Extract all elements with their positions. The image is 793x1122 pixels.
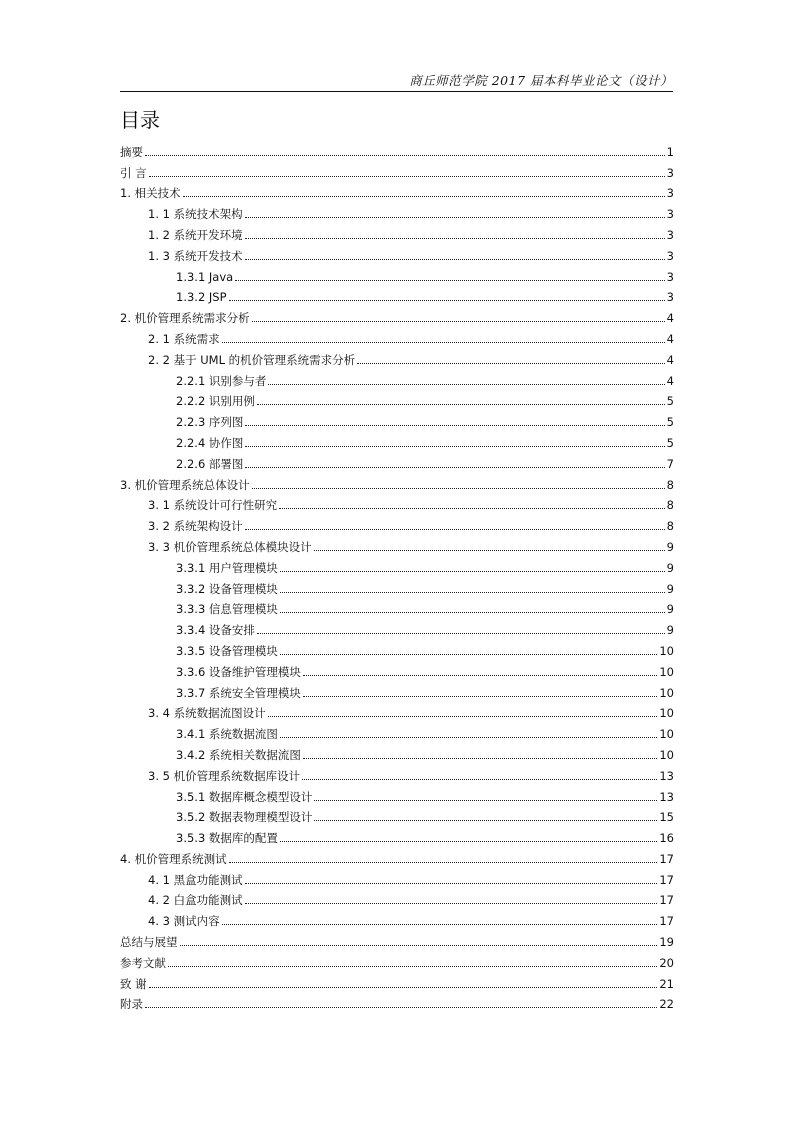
toc-entry-page-number: 3 xyxy=(666,227,674,242)
toc-entry-page-number: 22 xyxy=(659,997,674,1012)
toc-entry-page-number: 17 xyxy=(659,872,674,887)
toc-entry-label: 3. 1 系统设计可行性研究 xyxy=(148,498,278,513)
toc-entry-label: 3.4.1 系统数据流图 xyxy=(176,727,278,742)
toc-dot-leader xyxy=(145,155,665,156)
toc-entry-label: 4. 2 白盒功能测试 xyxy=(148,893,243,908)
toc-entry[interactable] xyxy=(120,783,674,804)
toc-entry-label: 2. 机价管理系统需求分析 xyxy=(120,311,250,326)
toc-title: 目录 xyxy=(120,108,160,132)
toc-entry-label: 4. 3 测试内容 xyxy=(148,914,220,929)
toc-dot-leader xyxy=(183,196,665,197)
toc-entry-label: 2.2.6 部署图 xyxy=(176,456,244,471)
toc-entry-label: 1.3.2 JSP xyxy=(176,290,227,305)
toc-entry-page-number: 9 xyxy=(666,623,674,638)
toc-entry-page-number: 15 xyxy=(659,810,674,825)
toc-entry[interactable] xyxy=(120,949,674,970)
toc-entry[interactable] xyxy=(120,845,674,866)
toc-entry-label: 4. 机价管理系统测试 xyxy=(120,851,227,866)
toc-entry-label: 1. 2 系统开发环境 xyxy=(148,227,243,242)
toc-dot-leader xyxy=(303,696,657,697)
toc-dot-leader xyxy=(149,176,665,177)
toc-entry[interactable] xyxy=(120,970,674,991)
toc-entry[interactable] xyxy=(120,991,674,1012)
toc-entry[interactable] xyxy=(120,741,674,762)
toc-entry[interactable] xyxy=(120,263,674,284)
toc-entry-label: 2.2.1 识别参与者 xyxy=(176,373,267,388)
toc-dot-leader xyxy=(229,862,658,863)
toc-entry[interactable] xyxy=(120,429,674,450)
toc-dot-leader xyxy=(180,945,658,946)
toc-entry-label: 3.3.5 设备管理模块 xyxy=(176,643,278,658)
toc-entry-label: 2. 1 系统需求 xyxy=(148,331,220,346)
toc-entry-label: 3. 4 系统数据流图设计 xyxy=(148,706,266,721)
toc-entry-label: 4. 1 黑盒功能测试 xyxy=(148,872,243,887)
toc-entry-label: 3. 机价管理系统总体设计 xyxy=(120,477,250,492)
toc-entry-page-number: 19 xyxy=(659,935,674,950)
toc-entry-page-number: 8 xyxy=(666,477,674,492)
toc-dot-leader xyxy=(303,758,657,759)
toc-dot-leader xyxy=(314,800,657,801)
toc-dot-leader xyxy=(245,467,664,468)
toc-entry-label: 1. 相关技术 xyxy=(120,186,181,201)
toc-dot-leader xyxy=(149,987,658,988)
toc-entry-label: 2.2.4 协作图 xyxy=(176,435,244,450)
toc-dot-leader xyxy=(245,217,665,218)
toc-entry[interactable] xyxy=(120,159,674,180)
toc-dot-leader xyxy=(314,820,657,821)
toc-dot-leader xyxy=(245,425,664,426)
toc-entry[interactable] xyxy=(120,367,674,388)
toc-entry-page-number: 8 xyxy=(666,519,674,534)
toc-dot-leader xyxy=(357,363,665,364)
toc-dot-leader xyxy=(222,342,665,343)
toc-dot-leader xyxy=(280,737,657,738)
toc-entry[interactable] xyxy=(120,616,674,637)
toc-entry-page-number: 3 xyxy=(666,290,674,305)
toc-dot-leader xyxy=(168,966,657,967)
toc-entry-page-number: 3 xyxy=(666,165,674,180)
toc-entry[interactable] xyxy=(120,679,674,700)
toc-entry-label: 致 谢 xyxy=(120,976,147,991)
toc-entry-page-number: 20 xyxy=(659,955,674,970)
toc-entry-label: 参考文献 xyxy=(120,955,166,970)
toc-entry[interactable] xyxy=(120,512,674,533)
toc-entry[interactable] xyxy=(120,346,674,367)
toc-entry[interactable] xyxy=(120,200,674,221)
toc-entry[interactable] xyxy=(120,221,674,242)
toc-dot-leader xyxy=(245,883,658,884)
toc-entry-label: 3.3.7 系统安全管理模块 xyxy=(176,685,301,700)
toc-dot-leader xyxy=(279,508,665,509)
toc-entry-label: 3.5.2 数据表物理模型设计 xyxy=(176,810,313,825)
toc-entry-page-number: 4 xyxy=(666,331,674,346)
toc-dot-leader xyxy=(280,571,665,572)
toc-entry-label: 3.3.3 信息管理模块 xyxy=(176,602,278,617)
toc-entry-page-number: 5 xyxy=(666,435,674,450)
toc-dot-leader xyxy=(268,384,664,385)
toc-entry-label: 3. 5 机价管理系统数据库设计 xyxy=(148,768,301,783)
toc-entry-page-number: 4 xyxy=(666,373,674,388)
toc-entry-label: 3.4.2 系统相关数据流图 xyxy=(176,747,301,762)
toc-entry-page-number: 10 xyxy=(659,643,674,658)
toc-entry[interactable] xyxy=(120,700,674,721)
toc-dot-leader xyxy=(268,716,658,717)
toc-dot-leader xyxy=(252,488,665,489)
page-header-text: 商丘师范学院 2017 届本科毕业论文（设计） xyxy=(409,73,673,88)
toc-entry-page-number: 17 xyxy=(659,893,674,908)
toc-entry-page-number: 10 xyxy=(659,685,674,700)
toc-entry-label: 3. 2 系统架构设计 xyxy=(148,519,243,534)
toc-entry[interactable] xyxy=(120,596,674,617)
toc-entry-page-number: 10 xyxy=(659,664,674,679)
toc-entry-page-number: 5 xyxy=(666,394,674,409)
toc-dot-leader xyxy=(245,529,665,530)
toc-entry-page-number: 10 xyxy=(659,727,674,742)
toc-entry[interactable] xyxy=(120,866,674,887)
toc-entry[interactable] xyxy=(120,284,674,305)
toc-entry-page-number: 9 xyxy=(666,581,674,596)
toc-entry[interactable] xyxy=(120,720,674,741)
toc-entry-label: 1. 3 系统开发技术 xyxy=(148,248,243,263)
toc-entry[interactable] xyxy=(120,450,674,471)
toc-dot-leader xyxy=(252,321,665,322)
toc-entry-label: 3.3.6 设备维护管理模块 xyxy=(176,664,301,679)
toc-dot-leader xyxy=(314,550,665,551)
toc-dot-leader xyxy=(145,1007,657,1008)
toc-dot-leader xyxy=(280,612,665,613)
toc-entry[interactable] xyxy=(120,533,674,554)
toc-entry-page-number: 1 xyxy=(666,144,674,159)
toc-entry[interactable] xyxy=(120,408,674,429)
toc-entry-page-number: 13 xyxy=(659,789,674,804)
toc-entry-label: 3.5.3 数据库的配置 xyxy=(176,831,278,846)
toc-dot-leader xyxy=(245,259,665,260)
toc-entry-page-number: 17 xyxy=(659,914,674,929)
toc-entry[interactable] xyxy=(120,928,674,949)
toc-dot-leader xyxy=(245,238,665,239)
toc-entry[interactable] xyxy=(120,907,674,928)
toc-entry-label: 2. 2 基于 UML 的机价管理系统需求分析 xyxy=(148,352,356,367)
toc-entry-page-number: 9 xyxy=(666,560,674,575)
toc-dot-leader xyxy=(280,654,657,655)
toc-entry-label: 3.3.1 用户管理模块 xyxy=(176,560,278,575)
toc-entry[interactable] xyxy=(120,554,674,575)
toc-entry-page-number: 5 xyxy=(666,415,674,430)
toc-entry-page-number: 4 xyxy=(666,311,674,326)
toc-dot-leader xyxy=(280,841,657,842)
table-of-contents xyxy=(120,138,674,1011)
toc-entry[interactable] xyxy=(120,575,674,596)
toc-entry-page-number: 16 xyxy=(659,831,674,846)
toc-entry[interactable] xyxy=(120,762,674,783)
toc-entry-label: 摘要 xyxy=(120,144,143,159)
toc-entry-label: 1. 1 系统技术架构 xyxy=(148,207,243,222)
toc-entry-label: 3. 3 机价管理系统总体模块设计 xyxy=(148,539,312,554)
toc-entry-page-number: 3 xyxy=(666,248,674,263)
toc-dot-leader xyxy=(245,446,664,447)
toc-entry-page-number: 3 xyxy=(666,269,674,284)
toc-entry[interactable] xyxy=(120,492,674,513)
toc-entry[interactable] xyxy=(120,658,674,679)
toc-entry-label: 附录 xyxy=(120,997,143,1012)
toc-entry-label: 2.2.2 识别用例 xyxy=(176,394,255,409)
header-rule xyxy=(120,91,673,92)
toc-entry-page-number: 21 xyxy=(659,976,674,991)
toc-entry-label: 2.2.3 序列图 xyxy=(176,415,244,430)
toc-dot-leader xyxy=(302,779,657,780)
toc-entry-label: 总结与展望 xyxy=(120,935,178,950)
toc-entry-label: 3.5.1 数据库概念模型设计 xyxy=(176,789,313,804)
toc-entry-label: 3.3.4 设备安排 xyxy=(176,623,255,638)
toc-entry[interactable] xyxy=(120,304,674,325)
toc-entry-label: 引 言 xyxy=(120,165,147,180)
toc-entry-label: 1.3.1 Java xyxy=(176,269,234,284)
toc-entry-page-number: 7 xyxy=(666,456,674,471)
toc-dot-leader xyxy=(257,633,665,634)
toc-entry-page-number: 4 xyxy=(666,352,674,367)
toc-entry[interactable] xyxy=(120,804,674,825)
toc-entry[interactable] xyxy=(120,180,674,201)
toc-entry[interactable] xyxy=(120,471,674,492)
toc-dot-leader xyxy=(257,404,665,405)
toc-entry-page-number: 17 xyxy=(659,851,674,866)
toc-entry[interactable] xyxy=(120,887,674,908)
toc-entry-page-number: 3 xyxy=(666,207,674,222)
toc-entry-page-number: 3 xyxy=(666,186,674,201)
toc-entry-page-number: 10 xyxy=(659,706,674,721)
toc-dot-leader xyxy=(229,300,665,301)
toc-entry-page-number: 8 xyxy=(666,498,674,513)
toc-dot-leader xyxy=(245,903,658,904)
toc-entry[interactable] xyxy=(120,325,674,346)
toc-entry[interactable] xyxy=(120,637,674,658)
toc-dot-leader xyxy=(303,675,657,676)
toc-entry[interactable] xyxy=(120,824,674,845)
toc-entry-label: 3.3.2 设备管理模块 xyxy=(176,581,278,596)
toc-dot-leader xyxy=(235,280,664,281)
toc-entry[interactable] xyxy=(120,242,674,263)
toc-entry-page-number: 9 xyxy=(666,602,674,617)
toc-entry[interactable] xyxy=(120,388,674,409)
toc-entry-page-number: 9 xyxy=(666,539,674,554)
toc-entry-page-number: 10 xyxy=(659,747,674,762)
toc-entry-page-number: 13 xyxy=(659,768,674,783)
toc-entry[interactable] xyxy=(120,138,674,159)
toc-dot-leader xyxy=(280,592,665,593)
toc-dot-leader xyxy=(222,924,658,925)
